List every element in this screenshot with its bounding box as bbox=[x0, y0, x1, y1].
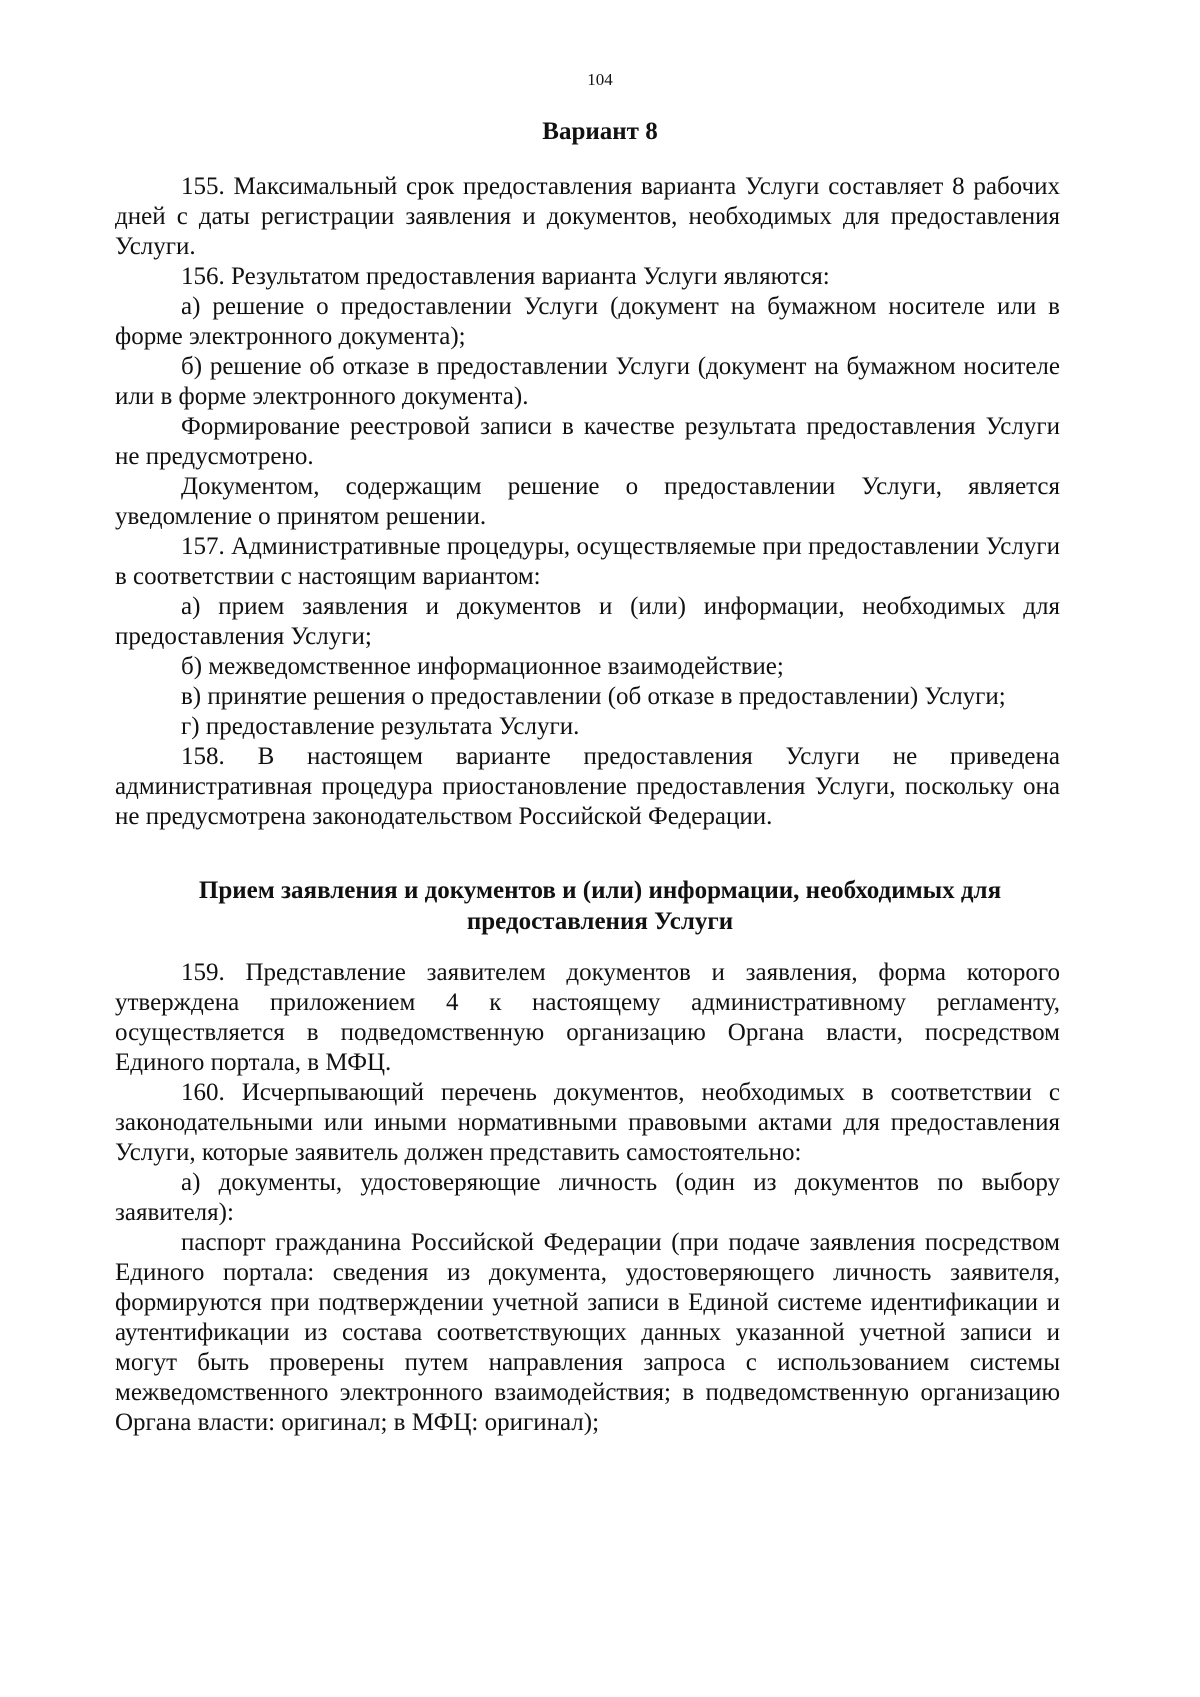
paragraph: 155. Максимальный срок предоставления варианта Услуги составляет 8 рабочих дней с даты регистрации заявления и документов, необходимых для предоставления Услуги. bbox=[115, 173, 1060, 260]
page-number: 104 bbox=[587, 70, 613, 89]
subsection-heading: Прием заявления и документов и (или) информации, необходимых для предоставления Услуги bbox=[198, 877, 1002, 935]
paragraph: 158. В настоящем варианте предоставления Услуги не приведена административная процедура приостановление предоставления Услуги, поскольку она не предусмотрена законодательством Российской Федерации. bbox=[115, 743, 1060, 830]
paragraph: б) решение об отказе в предоставлении Услуги (документ на бумажном носителе или в форме электронного документа). bbox=[115, 353, 1060, 410]
paragraph: 157. Административные процедуры, осуществляемые при предоставлении Услуги в соответствии с настоящим вариантом: bbox=[115, 533, 1060, 590]
paragraph: паспорт гражданина Российской Федерации (при подаче заявления посредством Единого портала: сведения из документа, удостоверяющего личность заявителя, формируются при подтверждении учетной записи в Единой системе идентификации и аутентификации из состава соответствующих данных указанной учетной записи и могут быть проверены путем направления запроса с использованием системы межведомственного электронного взаимодействия; в подведомственную организацию Органа власти: оригинал; в МФЦ: оригинал); bbox=[115, 1229, 1060, 1436]
paragraph: в) принятие решения о предоставлении (об отказе в предоставлении) Услуги; bbox=[181, 683, 1006, 710]
paragraph: а) прием заявления и документов и (или) информации, необходимых для предоставления Услуги; bbox=[115, 593, 1060, 650]
paragraph: б) межведомственное информационное взаимодействие; bbox=[181, 653, 784, 680]
paragraph: а) решение о предоставлении Услуги (документ на бумажном носителе или в форме электронного документа); bbox=[115, 293, 1060, 350]
paragraph: г) предоставление результата Услуги. bbox=[181, 713, 580, 740]
paragraph: Документом, содержащим решение о предоставлении Услуги, является уведомление о принятом решении. bbox=[115, 473, 1060, 530]
paragraph: 159. Представление заявителем документов и заявления, форма которого утверждена приложением 4 к настоящему административному регламенту, осуществляется в подведомственную организацию Органа власти, посредством Единого портала, в МФЦ. bbox=[115, 959, 1060, 1076]
paragraph: а) документы, удостоверяющие личность (один из документов по выбору заявителя): bbox=[115, 1169, 1060, 1226]
section-heading: Вариант 8 bbox=[542, 118, 658, 145]
paragraph: 156. Результатом предоставления варианта Услуги являются: bbox=[181, 263, 830, 290]
paragraph: Формирование реестровой записи в качестве результата предоставления Услуги не предусмотрено. bbox=[115, 413, 1060, 470]
paragraph: 160. Исчерпывающий перечень документов, необходимых в соответствии с законодательными или иными нормативными правовыми актами для предоставления Услуги, которые заявитель должен представить самостоятельно: bbox=[115, 1079, 1060, 1166]
